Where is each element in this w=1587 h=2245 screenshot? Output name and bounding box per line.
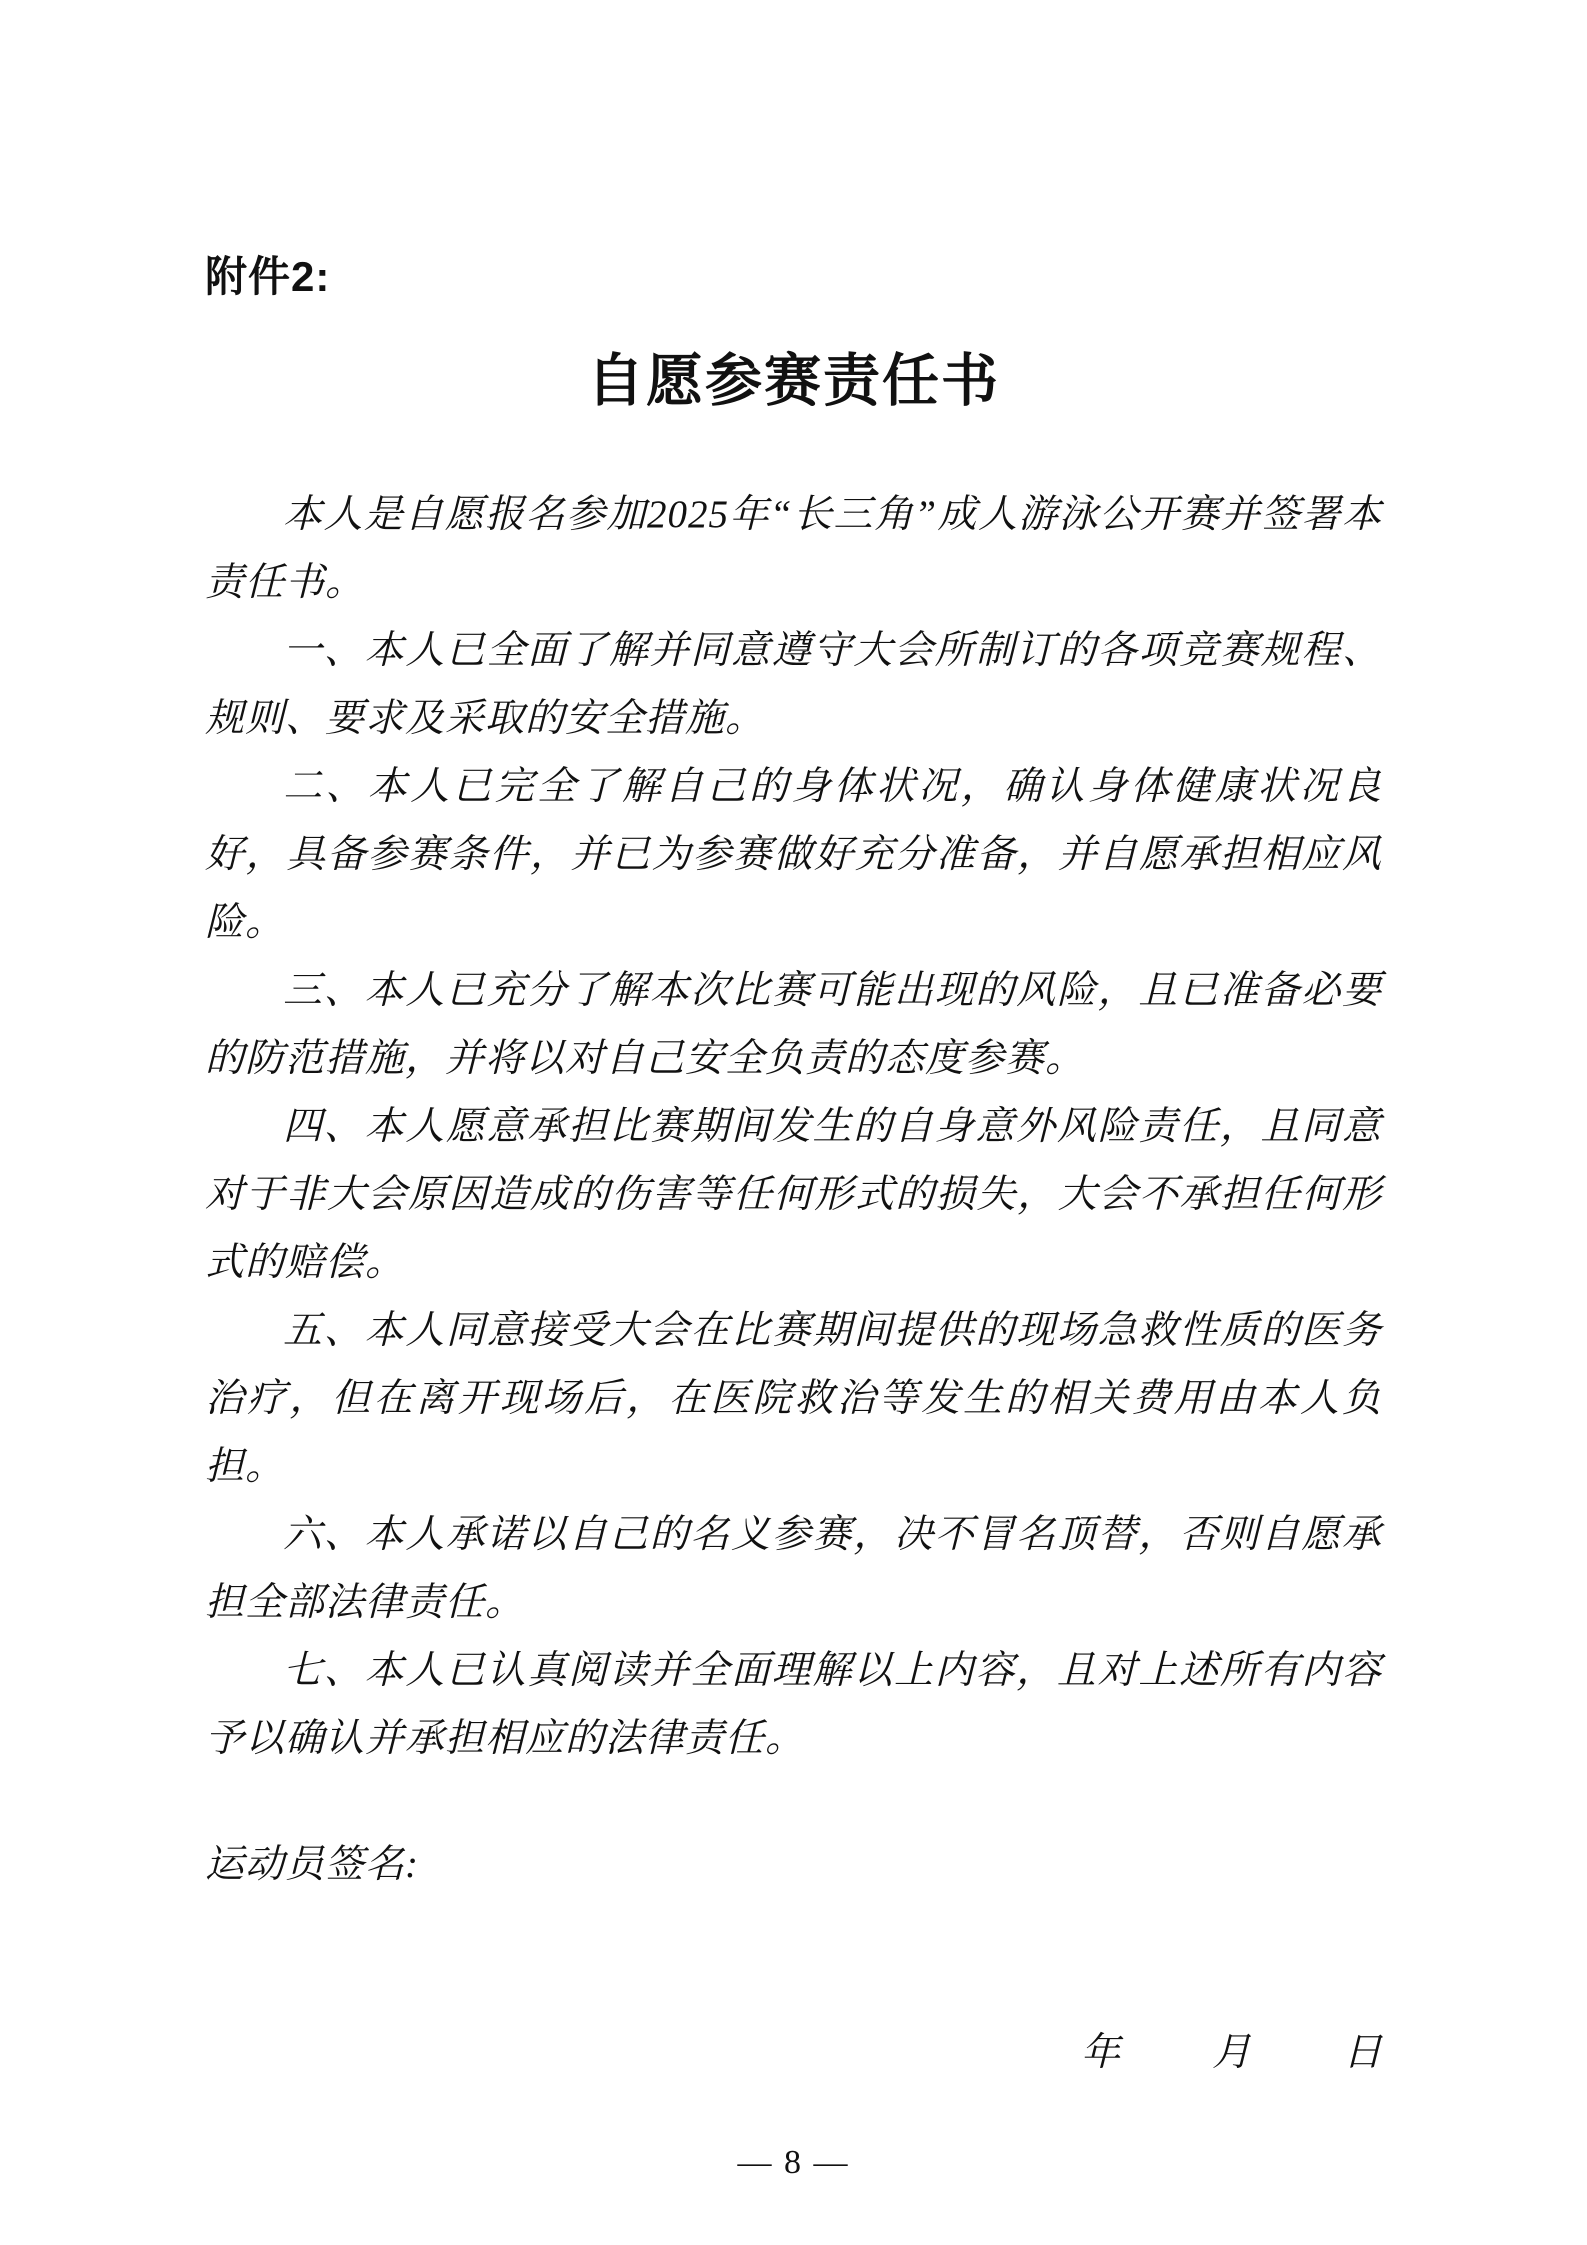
paragraph-item-6: 六、本人承诺以自己的名义参赛，决不冒名顶替，否则自愿承担全部法律责任。 xyxy=(205,1513,1382,1625)
day-label: 日 xyxy=(1342,2031,1382,2075)
paragraph-item-7: 七、本人已认真阅读并全面理解以上内容，且对上述所有内容予以确认并承担相应的法律责任。 xyxy=(205,1649,1382,1761)
document-title: 自愿参赛责任书 xyxy=(587,350,1000,414)
signature-label: 运动员签名: xyxy=(205,1843,419,1887)
paragraph-item-1: 一、本人已全面了解并同意遵守大会所制订的各项竞赛规程、规则、要求及采取的安全措施。 xyxy=(205,629,1382,741)
paragraph-item-4: 四、本人愿意承担比赛期间发生的自身意外风险责任，且同意对于非大会原因造成的伤害等任何形式的损失，大会不承担任何形式的赔偿。 xyxy=(205,1105,1382,1285)
paragraph-item-3: 三、本人已充分了解本次比赛可能出现的风险，且已准备必要的防范措施，并将以对自己安全负责的态度参赛。 xyxy=(205,969,1382,1081)
paragraph-item-5: 五、本人同意接受大会在比赛期间提供的现场急救性质的医务治疗，但在离开现场后，在医院救治等发生的相关费用由本人负担。 xyxy=(205,1309,1382,1489)
date-line xyxy=(205,2019,1382,2087)
year-label: 年 xyxy=(1080,2031,1120,2075)
month-label: 月 xyxy=(1211,2031,1251,2075)
paragraph-item-2: 二、本人已完全了解自己的身体状况，确认身体健康状况良好，具备参赛条件，并已为参赛做好充分准备，并自愿承担相应风险。 xyxy=(205,765,1382,945)
paragraph-intro: 本人是自愿报名参加2025年“长三角”成人游泳公开赛并签署本责任书。 xyxy=(205,493,1382,605)
attachment-label: 附件2: xyxy=(205,253,331,300)
document-body xyxy=(205,481,1382,1773)
page-number: — 8 — xyxy=(737,2144,850,2182)
